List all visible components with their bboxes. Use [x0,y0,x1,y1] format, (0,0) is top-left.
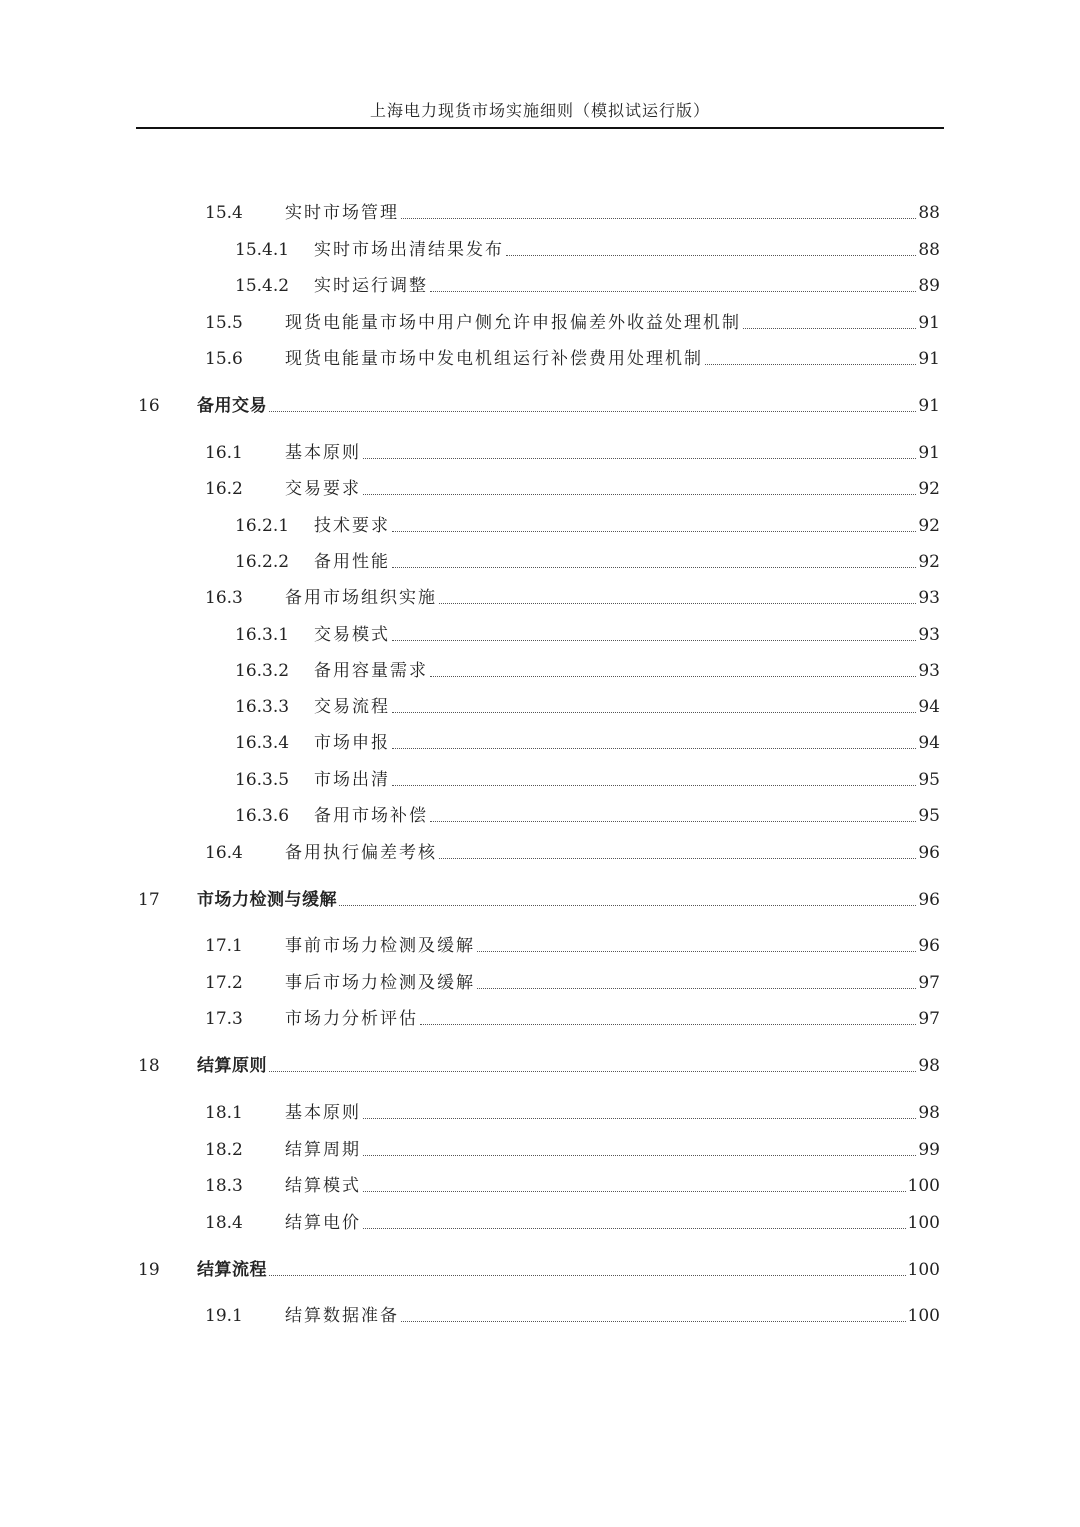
toc-entry-title: 备用性能 [314,552,390,572]
toc-entry-page-number: 100 [907,1176,940,1196]
toc-entry-page-number: 95 [918,806,940,826]
toc-dot-leader [477,950,916,952]
header-divider [136,127,944,129]
toc-entry-page-number: 96 [918,843,940,863]
toc-entry-title: 实时运行调整 [314,276,428,296]
toc-entry-number: 15.4.1 [235,240,290,260]
toc-entry-title: 交易流程 [314,697,390,717]
toc-entry-page-number: 100 [907,1306,940,1326]
toc-entry-number: 18 [138,1056,160,1076]
toc-entry-page-number: 94 [918,733,940,753]
toc-entry[interactable] [0,887,944,913]
toc-dot-leader [439,857,916,859]
toc-entry-title: 事后市场力检测及缓解 [285,973,475,993]
toc-entry-page-number: 92 [918,479,940,499]
toc-entry-page-number: 88 [918,240,940,260]
toc-dot-leader [363,493,916,495]
toc-dot-leader [506,254,916,256]
toc-entry[interactable] [0,622,944,648]
toc-entry-page-number: 93 [918,625,940,645]
toc-entry-number: 16.3.6 [235,806,290,826]
toc-entry-number: 16.1 [205,443,243,463]
toc-entry-number: 16.2.1 [235,516,290,536]
toc-entry[interactable] [0,237,944,263]
toc-entry-page-number: 91 [918,349,940,369]
toc-entry-number: 16.2 [205,479,243,499]
toc-entry-page-number: 88 [918,203,940,223]
toc-entry[interactable] [0,1053,944,1079]
toc-entry-number: 19.1 [205,1306,243,1326]
toc-entry-title: 备用市场组织实施 [285,588,437,608]
toc-entry-page-number: 91 [918,443,940,463]
toc-entry-number: 18.4 [205,1213,243,1233]
toc-entry[interactable] [0,1100,944,1126]
toc-dot-leader [363,1154,916,1156]
toc-entry-title: 实时市场出清结果发布 [314,240,504,260]
toc-entry-title: 交易模式 [314,625,390,645]
toc-entry-page-number: 95 [918,770,940,790]
toc-dot-leader [392,711,916,713]
toc-entry-number: 16.3.2 [235,661,290,681]
toc-entry-number: 16.2.2 [235,552,290,572]
toc-dot-leader [363,1190,906,1192]
toc-entry[interactable] [0,730,944,756]
toc-entry-number: 16.3.5 [235,770,290,790]
toc-dot-leader [363,1117,916,1119]
toc-entry[interactable] [0,513,944,539]
toc-entry-title: 结算数据准备 [285,1306,399,1326]
toc-entry[interactable] [0,476,944,502]
toc-entry-page-number: 97 [918,1009,940,1029]
toc-entry-title: 事前市场力检测及缓解 [285,936,475,956]
toc-dot-leader [430,820,916,822]
toc-entry-number: 16 [138,396,160,416]
toc-entry[interactable] [0,273,944,299]
toc-entry-title: 结算电价 [285,1213,361,1233]
toc-entry-page-number: 100 [907,1213,940,1233]
toc-entry-number: 17 [138,890,160,910]
page-header-title: 上海电力现货市场实施细则（模拟试运行版） [369,101,710,120]
toc-dot-leader [392,639,916,641]
toc-entry[interactable] [0,200,944,226]
toc-entry-title: 现货电能量市场中用户侧允许申报偏差外收益处理机制 [285,313,741,333]
toc-entry[interactable] [0,393,944,419]
toc-entry-title: 基本原则 [285,1103,361,1123]
toc-entry[interactable] [0,658,944,684]
toc-entry-title: 现货电能量市场中发电机组运行补偿费用处理机制 [285,349,703,369]
toc-entry-title: 市场出清 [314,770,390,790]
toc-entry-title: 交易要求 [285,479,361,499]
toc-entry[interactable] [0,585,944,611]
toc-entry-number: 16.3.3 [235,697,290,717]
toc-entry-page-number: 92 [918,516,940,536]
toc-dot-leader [439,602,916,604]
toc-entry[interactable] [0,1303,944,1329]
toc-entry-title: 市场力检测与缓解 [197,890,337,910]
toc-dot-leader [477,987,916,989]
toc-entry-number: 15.6 [205,349,243,369]
toc-dot-leader [392,566,916,568]
toc-entry[interactable] [0,1210,944,1236]
toc-entry-number: 16.3 [205,588,243,608]
toc-entry-title: 结算流程 [197,1260,267,1280]
toc-entry-page-number: 89 [918,276,940,296]
toc-entry[interactable] [0,933,944,959]
toc-dot-leader [363,1227,906,1229]
toc-entry-number: 15.4 [205,203,243,223]
toc-entry-number: 15.5 [205,313,243,333]
toc-entry-number: 16.4 [205,843,243,863]
toc-entry-number: 16.3.1 [235,625,290,645]
toc-dot-leader [269,1274,906,1276]
toc-entry-page-number: 97 [918,973,940,993]
toc-dot-leader [401,1320,906,1322]
toc-entry-number: 18.3 [205,1176,243,1196]
toc-entry-number: 18.1 [205,1103,243,1123]
toc-entry[interactable] [0,1173,944,1199]
toc-entry-number: 16.3.4 [235,733,290,753]
toc-dot-leader [392,784,916,786]
toc-entry-number: 17.2 [205,973,243,993]
toc-entry-page-number: 96 [918,890,940,910]
toc-entry[interactable] [0,1137,944,1163]
toc-entry[interactable] [0,803,944,829]
toc-entry-title: 技术要求 [314,516,390,536]
toc-entry[interactable] [0,694,944,720]
toc-entry-title: 市场力分析评估 [285,1009,418,1029]
toc-entry[interactable] [0,549,944,575]
toc-entry-title: 备用市场补偿 [314,806,428,826]
toc-entry-number: 18.2 [205,1140,243,1160]
toc-entry[interactable] [0,767,944,793]
toc-dot-leader [743,327,916,329]
toc-dot-leader [269,410,916,412]
toc-entry-page-number: 92 [918,552,940,572]
toc-entry-page-number: 91 [918,313,940,333]
toc-entry-title: 备用交易 [197,396,267,416]
toc-entry-title: 结算周期 [285,1140,361,1160]
toc-entry[interactable] [0,310,944,336]
toc-dot-leader [339,904,916,906]
toc-dot-leader [401,217,916,219]
toc-entry-title: 备用容量需求 [314,661,428,681]
toc-entry-number: 17.3 [205,1009,243,1029]
toc-entry-title: 实时市场管理 [285,203,399,223]
toc-entry-page-number: 98 [918,1103,940,1123]
toc-dot-leader [269,1070,916,1072]
toc-entry[interactable] [0,970,944,996]
toc-entry-page-number: 93 [918,588,940,608]
toc-dot-leader [392,747,916,749]
toc-entry-number: 15.4.2 [235,276,290,296]
toc-entry-title: 基本原则 [285,443,361,463]
toc-dot-leader [392,530,916,532]
toc-dot-leader [705,363,916,365]
toc-entry[interactable] [0,1257,944,1283]
toc-entry-title: 备用执行偏差考核 [285,843,437,863]
toc-entry-page-number: 91 [918,396,940,416]
toc-entry-page-number: 94 [918,697,940,717]
toc-dot-leader [430,290,916,292]
toc-entry-title: 结算模式 [285,1176,361,1196]
toc-entry-number: 19 [138,1260,160,1280]
toc-entry-title: 结算原则 [197,1056,267,1076]
toc-entry-page-number: 93 [918,661,940,681]
toc-entry[interactable] [0,440,944,466]
toc-entry[interactable] [0,1006,944,1032]
toc-entry[interactable] [0,840,944,866]
toc-dot-leader [420,1023,916,1025]
toc-entry-page-number: 99 [918,1140,940,1160]
toc-dot-leader [430,675,916,677]
toc-entry-number: 17.1 [205,936,243,956]
toc-entry[interactable] [0,346,944,372]
toc-entry-title: 市场申报 [314,733,390,753]
toc-entry-page-number: 98 [918,1056,940,1076]
toc-entry-page-number: 96 [918,936,940,956]
toc-dot-leader [363,457,916,459]
toc-entry-page-number: 100 [907,1260,940,1280]
